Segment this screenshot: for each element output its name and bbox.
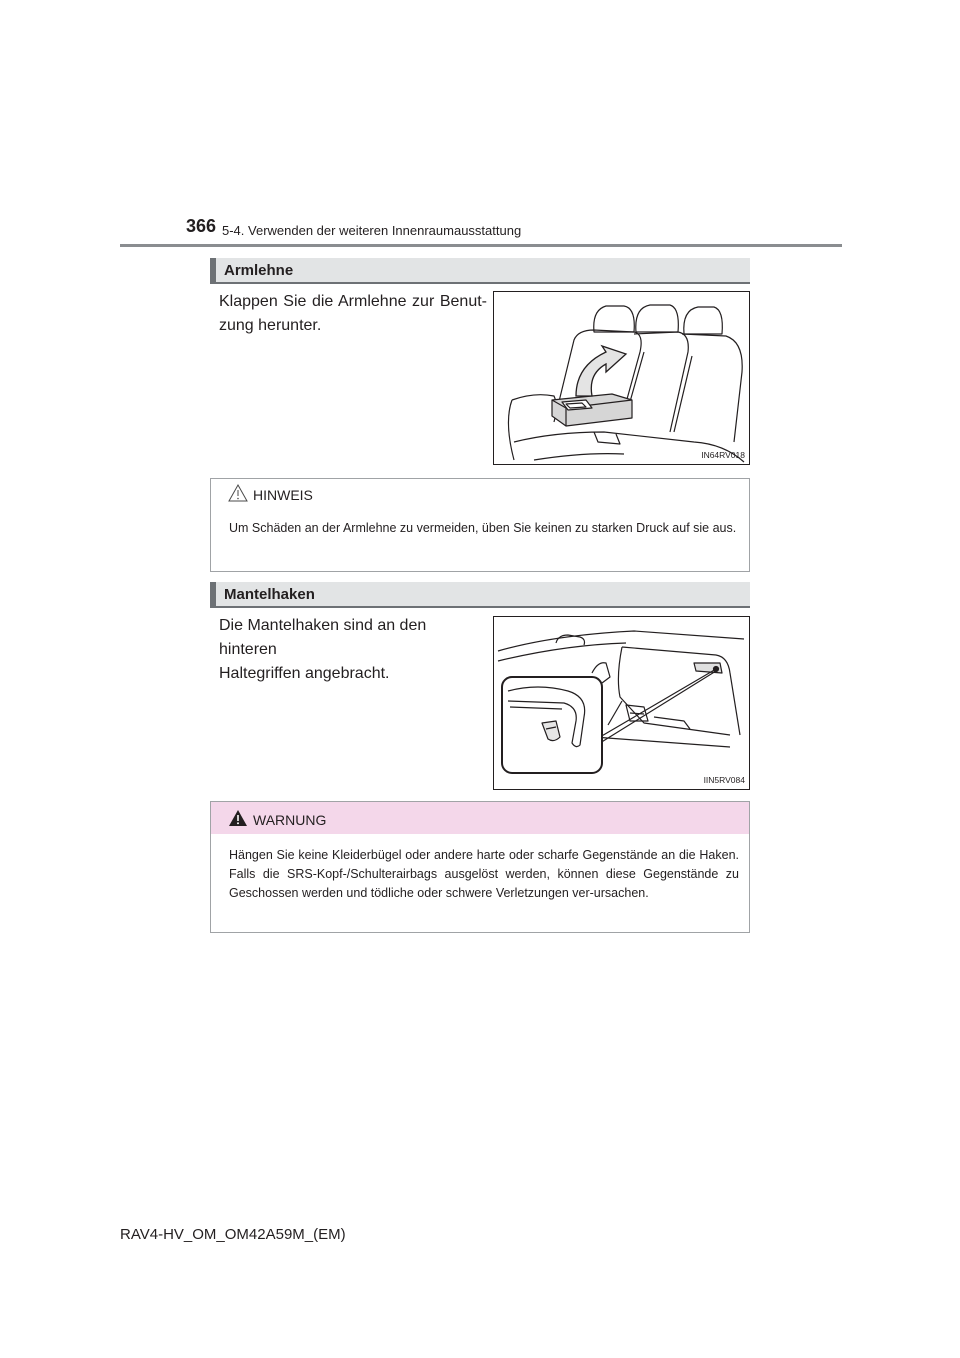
coat-hooks-description-line-2: Haltegriffen angebracht. <box>219 665 390 682</box>
heading-bar <box>210 582 216 606</box>
notice-box <box>210 478 750 572</box>
armrest-illustration <box>493 291 750 465</box>
fold-down-arrow-icon <box>576 346 626 396</box>
armrest-instruction-line-2: zung herunter. <box>219 317 322 334</box>
armrest-instruction <box>219 290 487 338</box>
header-rule <box>120 244 842 247</box>
warning-triangle-icon <box>227 808 249 828</box>
notice-title: HINWEIS <box>253 487 313 503</box>
figure-code: IIN5RV084 <box>703 775 745 785</box>
model-code: RAV4-HV_OM_OM42A59M_(EM) <box>120 1226 346 1243</box>
warning-header <box>211 802 749 834</box>
notice-header <box>211 479 749 507</box>
coat-hook-illustration <box>493 616 750 790</box>
heading-bar <box>210 258 216 282</box>
coat-hooks-description-line-1: Die Mantelhaken sind an den hinteren <box>219 617 427 658</box>
warning-text: Hängen Sie keine Kleiderbügel oder andere harte oder scharfe Gegenstände an die Haken. Falls die SRS-Kopf-/Schulterairbags ausgelöst werden, können diese Gegenstände zu Geschossen werden und tödliche oder schwere Verletzungen ver-ursachen. <box>229 848 739 900</box>
heading-label: Mantelhaken <box>224 586 315 603</box>
rear-seat-armrest-drawing <box>494 292 749 464</box>
page-number: 366 <box>186 216 217 236</box>
coat-hooks-description <box>219 614 487 686</box>
warning-box <box>210 801 750 933</box>
armrest-instruction-line-1: Klappen Sie die Armlehne zur Benut- <box>219 293 487 310</box>
figure-code: IN64RV018 <box>701 450 745 460</box>
section-heading-coat-hooks <box>210 582 750 608</box>
chapter-title: 5-4. Verwenden der weiteren Innenraumausstattung <box>222 223 522 238</box>
caution-triangle-icon <box>227 483 249 503</box>
coat-hook-drawing <box>494 617 749 789</box>
warning-title: WARNUNG <box>253 812 327 828</box>
section-heading-armrest <box>210 258 750 284</box>
heading-label: Armlehne <box>224 262 294 279</box>
notice-text: Um Schäden an der Armlehne zu vermeiden, üben Sie keinen zu starken Druck auf sie aus. <box>229 521 737 535</box>
